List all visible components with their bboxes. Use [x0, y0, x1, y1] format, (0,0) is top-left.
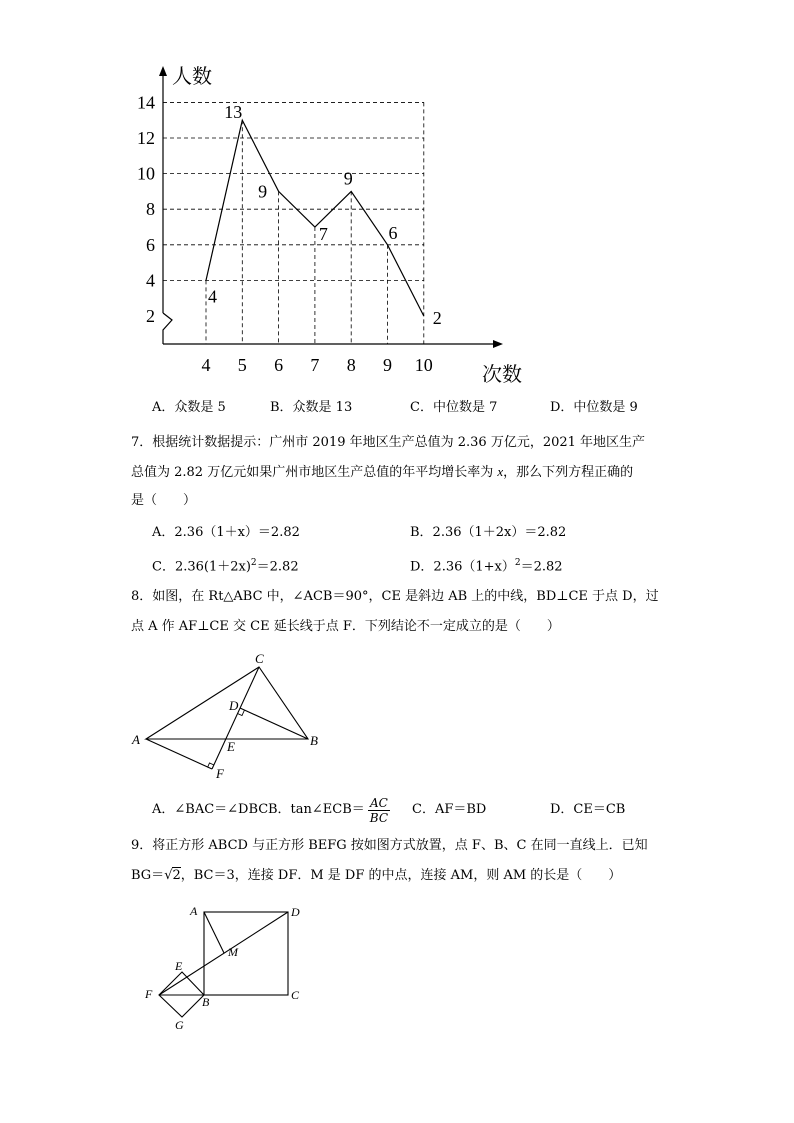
q9-label-b: B — [202, 995, 210, 1009]
q7-option-c — [152, 553, 299, 577]
q8-label-c: C — [255, 651, 264, 666]
x-tick-label-5: 5 — [237, 355, 247, 375]
y-tick-label-8: 8 — [146, 199, 155, 220]
data-label-5: 13 — [224, 102, 243, 123]
q7-option-b: B．2.36（1＋2x）＝2.82 — [410, 525, 567, 540]
q8-stem-line2: 点 A 作 AF⊥CE 交 CE 延长线于点 F．下列结论不一定成立的是（ ） — [131, 619, 560, 634]
q6-option-d: D．中位数是 9 — [550, 400, 638, 415]
q9-segment-df — [159, 912, 288, 995]
q7-option-a: A．2.36（1＋x）＝2.82 — [152, 525, 300, 540]
q7-option-c-pre: C．2.36(1＋2x) — [152, 559, 251, 575]
q9-label-d: D — [291, 905, 300, 919]
q6-option-a: A．众数是 5 — [152, 400, 226, 415]
q9-label-a: A — [190, 904, 198, 918]
q7-option-d-exponent: 2 — [514, 558, 521, 568]
q9-label-m: M — [228, 945, 238, 959]
q9-label-f: F — [145, 987, 153, 1001]
y-tick-label-14: 14 — [137, 92, 155, 113]
y-tick-label-2: 2 — [146, 306, 155, 326]
q8-option-b-pre: B．tan∠ECB＝ — [268, 802, 365, 817]
q7-stem-line2-pre: 总值为 2.82 万亿元如果广州市地区生产总值的年平均增长率为 — [131, 465, 498, 480]
q7-option-c-exponent: 2 — [250, 558, 257, 568]
y-axis-title: 人数 — [172, 66, 212, 88]
data-label-7: 7 — [318, 224, 328, 244]
x-tick-label-6: 6 — [274, 355, 284, 375]
q8-option-b — [268, 790, 393, 830]
x-tick-label-7: 7 — [310, 355, 320, 375]
q9-stem-line2 — [131, 866, 621, 886]
q7-option-d-pre: D．2.36（1+x） — [410, 559, 515, 575]
q8-segment-af — [146, 739, 212, 769]
q8-fraction-numerator: AC — [369, 795, 388, 810]
x-axis-arrow — [493, 340, 503, 348]
y-tick-label-6: 6 — [146, 234, 155, 255]
q9-label-c: C — [291, 988, 300, 1002]
q9-stem-line1: 9．将正方形 ABCD 与正方形 BEFG 按如图方式放置，点 F、B、C 在同一直线上．已知 — [131, 838, 648, 853]
q8-stem-line1: 8．如图，在 Rt△ABC 中，∠ACB＝90°，CE 是斜边 AB 上的中线，BD⊥CE 于点 D，过 — [131, 589, 659, 604]
q8-figure — [125, 645, 335, 785]
q9-sqrt-radicand: 2 — [172, 868, 181, 883]
q8-label-b: B — [310, 733, 318, 748]
q8-option-c: C．AF＝BD — [412, 802, 487, 817]
x-axis-title: 次数 — [482, 364, 522, 386]
chart-grid — [163, 102, 424, 344]
data-label-8: 9 — [343, 168, 353, 189]
q8-option-a: A．∠BAC＝∠DBC — [152, 802, 269, 817]
y-tick-label-10: 10 — [137, 163, 155, 184]
q6-option-c: C．中位数是 7 — [410, 400, 498, 415]
x-tick-label-10: 10 — [414, 355, 433, 375]
x-tick-label-4: 4 — [201, 355, 211, 375]
q9-label-e: E — [175, 959, 183, 973]
q7-variable-x: x — [497, 464, 504, 479]
q8-option-d: D．CE＝CB — [550, 802, 626, 817]
q8-fraction-denominator: BC — [369, 810, 389, 825]
y-axis-arrow — [159, 66, 167, 76]
data-label-10: 2 — [432, 308, 442, 328]
y-axis-break — [163, 313, 172, 344]
data-label-9: 6 — [388, 222, 398, 243]
q7-stem-line1: 7．根据统计数据提示：广州市 2019 年地区生产总值为 2.36 万亿元，2021 年地区生产 — [131, 435, 646, 450]
q9-stem-line2-post: ，BC＝3，连接 DF．M 是 DF 的中点，连接 AM，则 AM 的长是（ ） — [180, 868, 622, 883]
q9-square-abcd — [204, 912, 288, 995]
q7-option-d-post: ＝2.82 — [520, 559, 563, 575]
x-tick-label-9: 9 — [383, 355, 392, 375]
x-tick-label-8: 8 — [346, 355, 356, 375]
q8-option-b-fraction — [368, 796, 390, 825]
q9-figure — [140, 900, 310, 1035]
y-tick-label-12: 12 — [137, 128, 155, 148]
q6-option-b: B．众数是 13 — [270, 400, 353, 415]
line-chart — [0, 0, 794, 400]
q7-stem-line2 — [131, 462, 633, 483]
q9-label-g: G — [175, 1018, 184, 1032]
q9-sqrt-sign: √ — [164, 868, 173, 883]
y-tick-label-4: 4 — [146, 270, 155, 291]
q7-stem-line3: 是（ ） — [131, 493, 197, 508]
q9-stem-line2-pre: BG＝ — [131, 868, 165, 883]
q8-label-e: E — [227, 739, 235, 754]
q8-label-d: D — [229, 698, 239, 713]
q8-label-f: F — [216, 766, 224, 781]
data-label-6: 9 — [258, 181, 268, 202]
q8-label-a: A — [132, 732, 140, 747]
q9-segment-am — [204, 912, 224, 953]
data-label-4: 4 — [208, 286, 217, 307]
q7-option-d — [410, 553, 563, 577]
q7-stem-line2-post: ，那么下列方程正确的 — [503, 465, 634, 480]
chart-points — [206, 102, 442, 328]
q7-option-c-post: ＝2.82 — [256, 559, 299, 575]
